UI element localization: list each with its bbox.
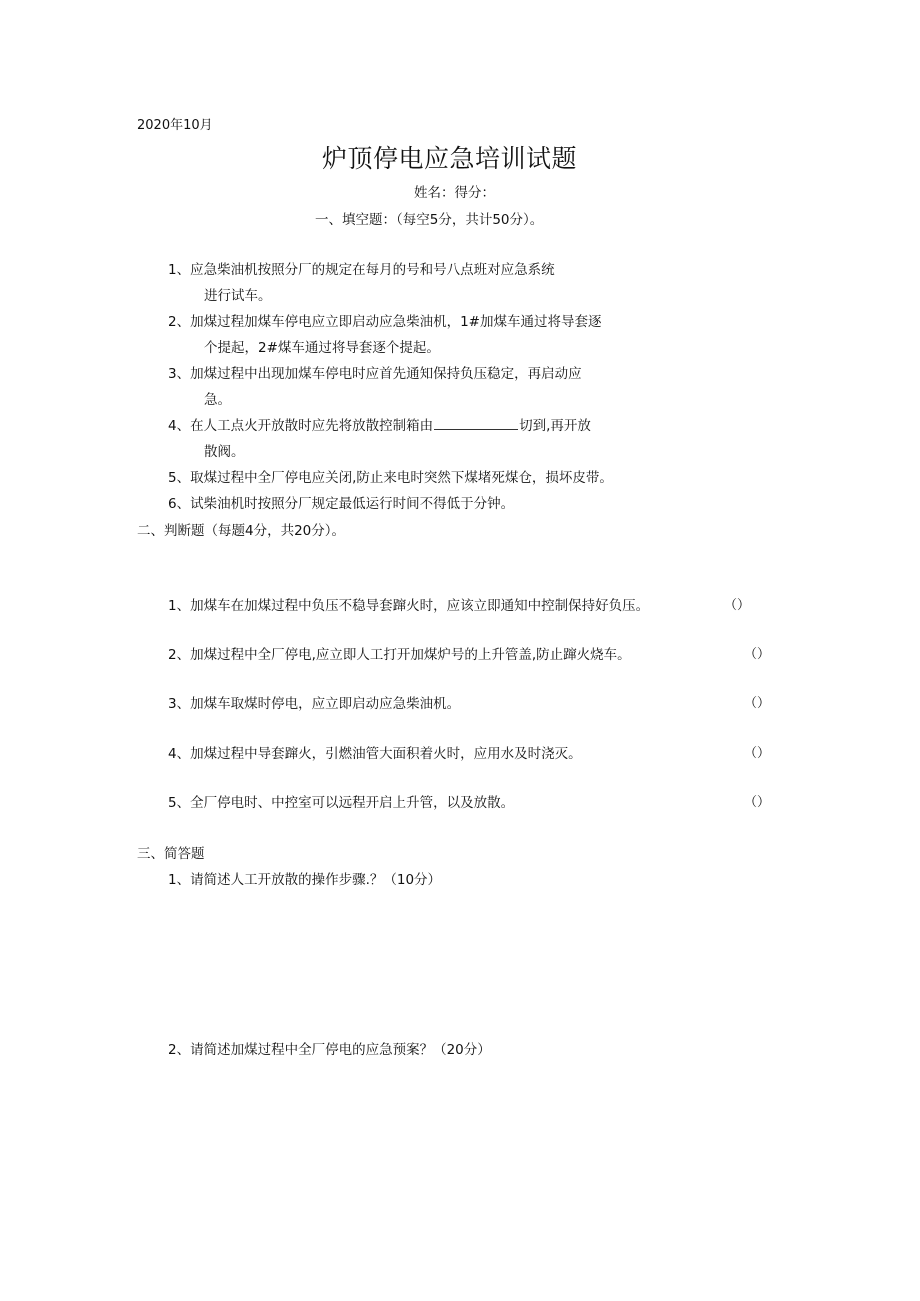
judgment-answer-5[interactable]: （） xyxy=(744,795,771,810)
short-answer-question-2: 2、请简述加煤过程中全厂停电的应急预案？（20分） xyxy=(168,1042,491,1058)
judgment-answer-3[interactable]: （） xyxy=(744,696,771,711)
section3-title: 三、简答题 xyxy=(137,846,205,862)
fill-blank-item-5: 5、取煤过程中全厂停电应关闭,防止来电时突然下煤堵死煤仓，损坏皮带。 xyxy=(168,470,613,486)
judgment-item-2: 2、加煤过程中全厂停电,应立即人工打开加煤炉号的上升管盖,防止蹿火烧车。 xyxy=(168,647,631,663)
fill-blank-item-4-line1 xyxy=(168,417,591,435)
judgment-item-5: 5、全厂停电时、中控室可以远程开启上升管，以及放散。 xyxy=(168,795,515,811)
fill-blank-item-3-line1: 3、加煤过程中出现加煤车停电时应首先通知保持负压稳定，再启动应 xyxy=(168,366,582,382)
fill-blank-item-4-text-b: 切到,再开放 xyxy=(519,418,591,434)
fill-blank-item-3-line2: 急。 xyxy=(204,392,231,408)
judgment-answer-1[interactable]: （） xyxy=(724,598,751,613)
page-title: 炉顶停电应急培训试题 xyxy=(322,144,578,173)
date-text: 2020年10月 xyxy=(137,118,213,133)
judgment-item-3: 3、加煤车取煤时停电，应立即启动应急柴油机。 xyxy=(168,696,461,712)
fill-blank-item-4-text-a: 4、在人工点火开放散时应先将放散控制箱由 xyxy=(168,418,434,434)
name-score-line: 姓名：得分： xyxy=(414,185,495,201)
judgment-answer-2[interactable]: （） xyxy=(744,647,771,662)
short-answer-question-1: 1、请简述人工开放散的操作步骤.？（10分） xyxy=(168,872,442,888)
judgment-item-4: 4、加煤过程中导套蹿火，引燃油管大面积着火时，应用水及时浇灭。 xyxy=(168,746,582,762)
fill-blank-item-6: 6、试柴油机时按照分厂规定最低运行时间不得低于分钟。 xyxy=(168,496,515,512)
answer-blank-line[interactable] xyxy=(434,417,518,430)
fill-blank-item-2-line1: 2、加煤过程加煤车停电应立即启动应急柴油机，1#加煤车通过将导套逐 xyxy=(168,314,602,330)
fill-blank-item-2-line2: 个提起，2#煤车通过将导套逐个提起。 xyxy=(204,340,440,356)
fill-blank-item-4-line2: 散阀。 xyxy=(204,444,245,460)
fill-blank-item-1-line1: 1、应急柴油机按照分厂的规定在每月的号和号八点班对应急系统 xyxy=(168,262,555,278)
section1-title: 一、填空题：（每空5分，共计50分）。 xyxy=(315,212,544,228)
fill-blank-item-1-line2: 进行试车。 xyxy=(204,288,272,304)
judgment-answer-4[interactable]: （） xyxy=(744,746,771,761)
judgment-item-1: 1、加煤车在加煤过程中负压不稳导套蹿火时，应该立即通知中控制保持好负压。 xyxy=(168,598,650,614)
section2-title: 二、判断题（每题4分，共20分）。 xyxy=(137,523,346,539)
